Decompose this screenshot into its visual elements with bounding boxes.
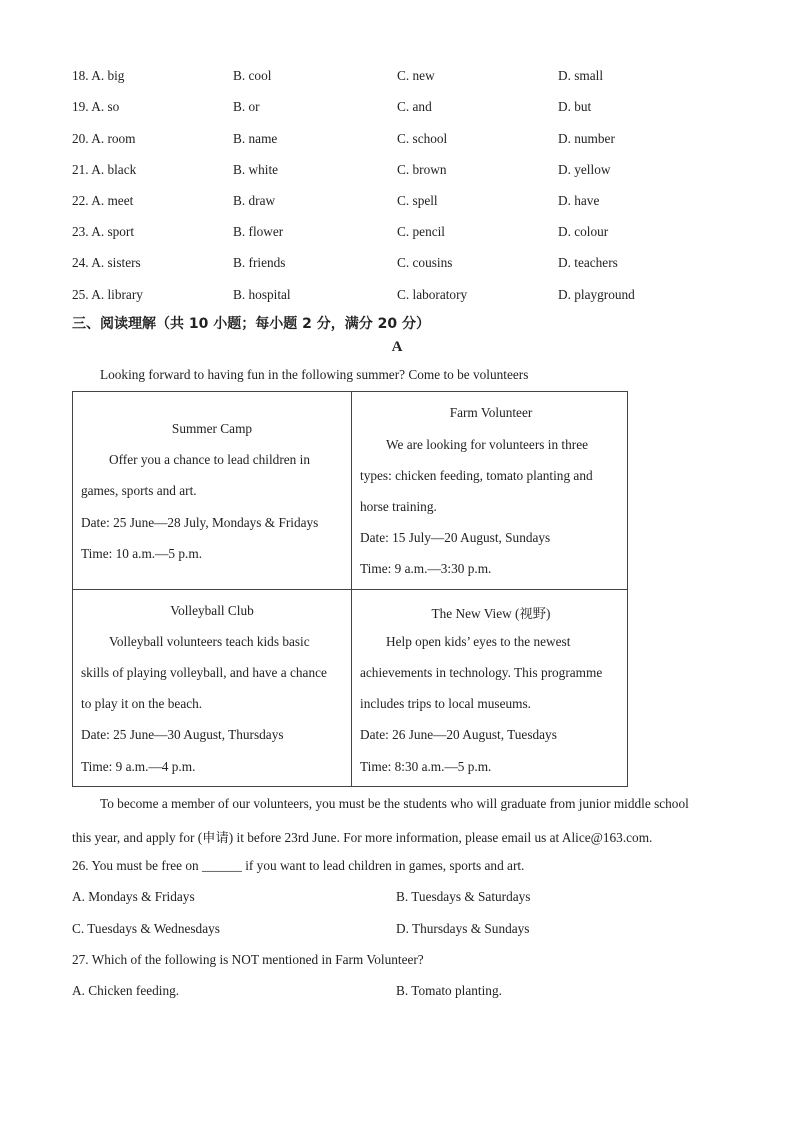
- cell-line: We are looking for volunteers in three: [386, 437, 589, 452]
- option-25-c: C. laboratory: [397, 287, 468, 302]
- cell-title: Summer Camp: [171, 421, 253, 436]
- cell-line: Volleyball volunteers teach kids basic: [109, 634, 310, 649]
- option-21-a: 21. A. black: [72, 162, 137, 177]
- option-18-c: C. new: [397, 68, 435, 83]
- option-21-d: D. yellow: [558, 162, 611, 177]
- option-24-d: D. teachers: [558, 255, 618, 270]
- cell-line: includes trips to local museums.: [360, 696, 531, 711]
- question-26-stem: 26. You must be free on ______ if you want to lead children in games, sports and art.: [72, 858, 525, 873]
- cell-summer-camp: [73, 392, 351, 589]
- option-row-20: [72, 131, 712, 151]
- option-18-b: B. cool: [233, 68, 272, 83]
- cell-title: The New View (视野): [431, 606, 551, 621]
- cell-line: horse training.: [360, 499, 437, 514]
- cell-line: Offer you a chance to lead children in: [109, 452, 310, 467]
- cell-line: Help open kids’ eyes to the newest: [386, 634, 571, 649]
- option-22-b: B. draw: [233, 193, 276, 208]
- option-22-c: C. spell: [397, 193, 438, 208]
- option-23-b: B. flower: [233, 224, 284, 239]
- option-row-23: [72, 224, 712, 244]
- question-26-option-c: C. Tuesdays & Wednesdays: [72, 921, 220, 936]
- cell-date: Date: 15 July—20 August, Sundays: [360, 530, 551, 545]
- cell-farm-volunteer: [352, 392, 630, 589]
- option-25-d: D. playground: [558, 287, 635, 302]
- cell-date: Date: 25 June—28 July, Mondays & Fridays: [81, 515, 319, 530]
- option-row-22: [72, 193, 712, 213]
- cell-date: Date: 26 June—20 August, Tuesdays: [360, 727, 557, 742]
- option-row-21: [72, 162, 712, 182]
- option-22-d: D. have: [558, 193, 600, 208]
- option-18-d: D. small: [558, 68, 604, 83]
- cell-new-view: [352, 590, 630, 787]
- option-21-c: C. brown: [397, 162, 447, 177]
- cell-time: Time: 8:30 a.m.—5 p.m.: [360, 759, 492, 774]
- cell-date: Date: 25 June—30 August, Thursdays: [81, 727, 284, 742]
- option-22-a: 22. A. meet: [72, 193, 134, 208]
- option-23-a: 23. A. sport: [72, 224, 135, 239]
- option-25-b: B. hospital: [233, 287, 291, 302]
- cell-line: to play it on the beach.: [81, 696, 203, 711]
- option-24-b: B. friends: [233, 255, 286, 270]
- option-row-18: [72, 68, 712, 88]
- question-27-stem: 27. Which of the following is NOT mentioned in Farm Volunteer?: [72, 952, 424, 967]
- question-26-option-b: B. Tuesdays & Saturdays: [396, 889, 531, 904]
- option-24-c: C. cousins: [397, 255, 453, 270]
- section-heading: 三、阅读理解（共 10 小题；每小题 2 分，满分 20 分）: [72, 316, 430, 332]
- option-23-d: D. colour: [558, 224, 609, 239]
- option-19-b: B. or: [233, 99, 260, 114]
- option-row-19: [72, 99, 712, 119]
- paragraph-line: To become a member of our volunteers, you must be the students who will graduate from junior middle school: [100, 796, 689, 811]
- question-27-option-a: A. Chicken feeding.: [72, 983, 180, 998]
- option-18-a: 18. A. big: [72, 68, 125, 83]
- option-25-a: 25. A. library: [72, 287, 143, 302]
- cell-time: Time: 9 a.m.—4 p.m.: [81, 759, 196, 774]
- option-21-b: B. white: [233, 162, 279, 177]
- option-19-d: D. but: [558, 99, 592, 114]
- option-20-b: B. name: [233, 131, 278, 146]
- option-24-a: 24. A. sisters: [72, 255, 141, 270]
- cell-time: Time: 9 a.m.—3:30 p.m.: [360, 561, 492, 576]
- cell-time: Time: 10 a.m.—5 p.m.: [81, 546, 203, 561]
- volunteer-table: [72, 391, 628, 787]
- cell-line: achievements in technology. This programme: [360, 665, 603, 680]
- option-20-c: C. school: [397, 131, 448, 146]
- cell-title: Farm Volunteer: [449, 405, 533, 420]
- option-20-d: D. number: [558, 131, 615, 146]
- option-19-c: C. and: [397, 99, 432, 114]
- option-row-24: [72, 255, 712, 275]
- cell-line: games, sports and art.: [81, 483, 197, 498]
- option-20-a: 20. A. room: [72, 131, 136, 146]
- cell-line: types: chicken feeding, tomato planting and: [360, 468, 593, 483]
- option-23-c: C. pencil: [397, 224, 446, 239]
- passage-letter: A: [391, 339, 403, 355]
- cell-title: Volleyball Club: [170, 603, 254, 618]
- passage-intro: Looking forward to having fun in the following summer? Come to be volunteers: [100, 367, 529, 382]
- option-row-25: [72, 287, 712, 307]
- option-19-a: 19. A. so: [72, 99, 120, 114]
- question-27-option-b: B. Tomato planting.: [396, 983, 502, 998]
- question-26-option-a: A. Mondays & Fridays: [72, 889, 195, 904]
- question-26-option-d: D. Thursdays & Sundays: [396, 921, 530, 936]
- cell-volleyball-club: [73, 590, 351, 787]
- paragraph-line: this year, and apply for (申请) it before 23rd June. For more information, please email us at Alice@163.com.: [72, 830, 653, 845]
- cell-line: skills of playing volleyball, and have a chance: [81, 665, 327, 680]
